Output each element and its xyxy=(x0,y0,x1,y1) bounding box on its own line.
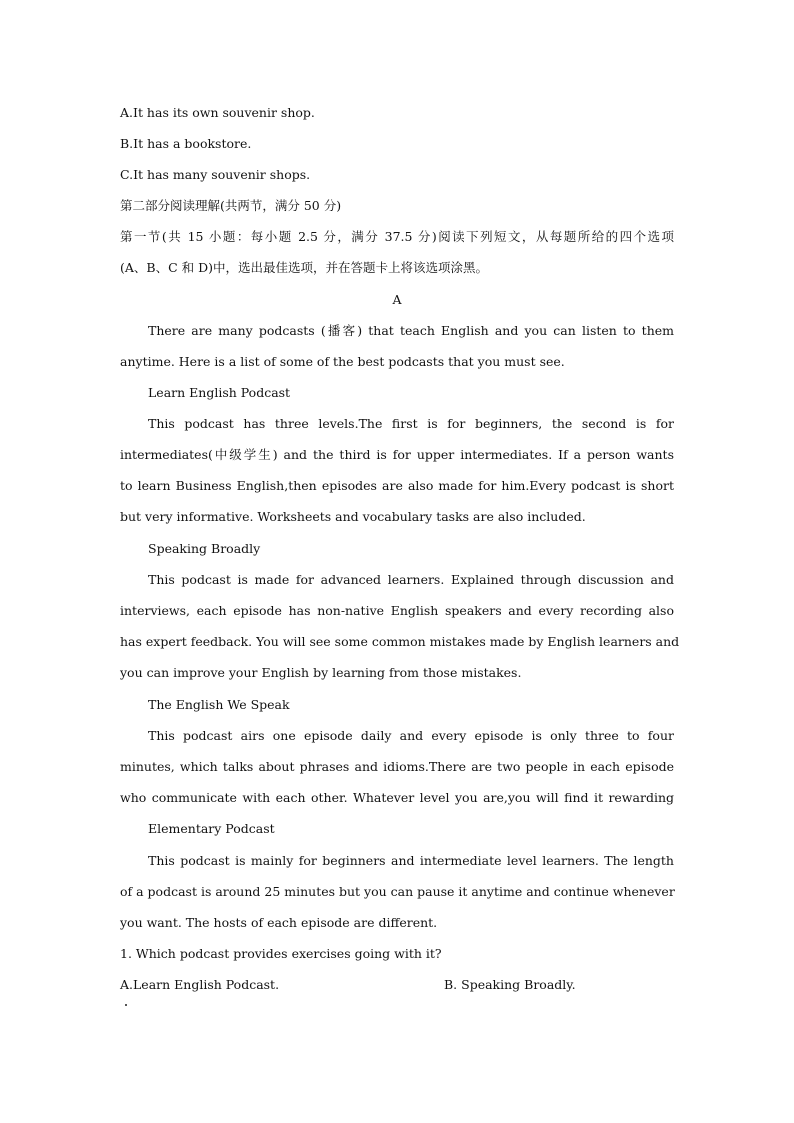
paragraph-line: you can improve your English by learning from those mistakes. xyxy=(120,665,522,680)
intro-line-2: anytime. Here is a list of some of the best podcasts that you must see. xyxy=(120,354,565,369)
podcast-title-learn-english: Learn English Podcast xyxy=(148,385,291,400)
paragraph-line: interviews, each episode has non-native English speakers and every recording also xyxy=(120,603,674,618)
paragraph-line: of a podcast is around 25 minutes but you can pause it anytime and continue whenever xyxy=(120,884,675,899)
paragraph-line: This podcast is mainly for beginners and intermediate level learners. The length xyxy=(148,853,674,868)
podcast-title-english-we-speak: The English We Speak xyxy=(148,697,290,712)
paragraph-line: to learn Business English,then episodes are also made for him.Every podcast is short xyxy=(120,478,674,493)
paragraph-line: who communicate with each other. Whatever level you are,you will find it rewarding xyxy=(120,790,674,805)
scan-speck xyxy=(125,1004,127,1006)
paragraph-line: you want. The hosts of each episode are different. xyxy=(120,915,438,930)
paragraph-line: has expert feedback. You will see some common mistakes made by English learners and xyxy=(120,634,680,649)
paragraph-line: but very informative. Worksheets and vocabulary tasks are also included. xyxy=(120,509,586,524)
prev-option-b: B.It has a bookstore. xyxy=(120,136,252,151)
intro-line-1: There are many podcasts (播客) that teach English and you can listen to them xyxy=(148,323,674,338)
paragraph-line: minutes, which talks about phrases and idioms.There are two people in each episode xyxy=(120,759,674,774)
section-heading: 第二部分阅读理解(共两节，满分 50 分) xyxy=(120,198,342,213)
question-1-text: 1. Which podcast provides exercises going with it? xyxy=(120,946,442,961)
paragraph-line: This podcast is made for advanced learners. Explained through discussion and xyxy=(148,572,674,587)
question-1-option-b: B. Speaking Broadly. xyxy=(444,977,576,992)
prev-option-a: A.It has its own souvenir shop. xyxy=(120,105,315,120)
podcast-title-speaking-broadly: Speaking Broadly xyxy=(148,541,261,556)
section-instructions-line-1: 第一节(共 15 小题：每小题 2.5 分，满分 37.5 分)阅读下列短文，从每题所给的四个选项 xyxy=(120,229,674,244)
paragraph-line: intermediates(中级学生) and the third is for upper intermediates. If a person wants xyxy=(120,447,674,462)
prev-option-c: C.It has many souvenir shops. xyxy=(120,167,311,182)
section-instructions-line-2: (A、B、C 和 D)中，选出最佳选项，并在答题卡上将该选项涂黑。 xyxy=(120,260,489,275)
paragraph-line: This podcast has three levels.The first is for beginners, the second is for xyxy=(148,416,674,431)
paragraph-line: This podcast airs one episode daily and every episode is only three to four xyxy=(148,728,674,743)
passage-label: A xyxy=(392,292,402,307)
podcast-title-elementary: Elementary Podcast xyxy=(148,821,275,836)
question-1-option-a: A.Learn English Podcast. xyxy=(120,977,280,992)
